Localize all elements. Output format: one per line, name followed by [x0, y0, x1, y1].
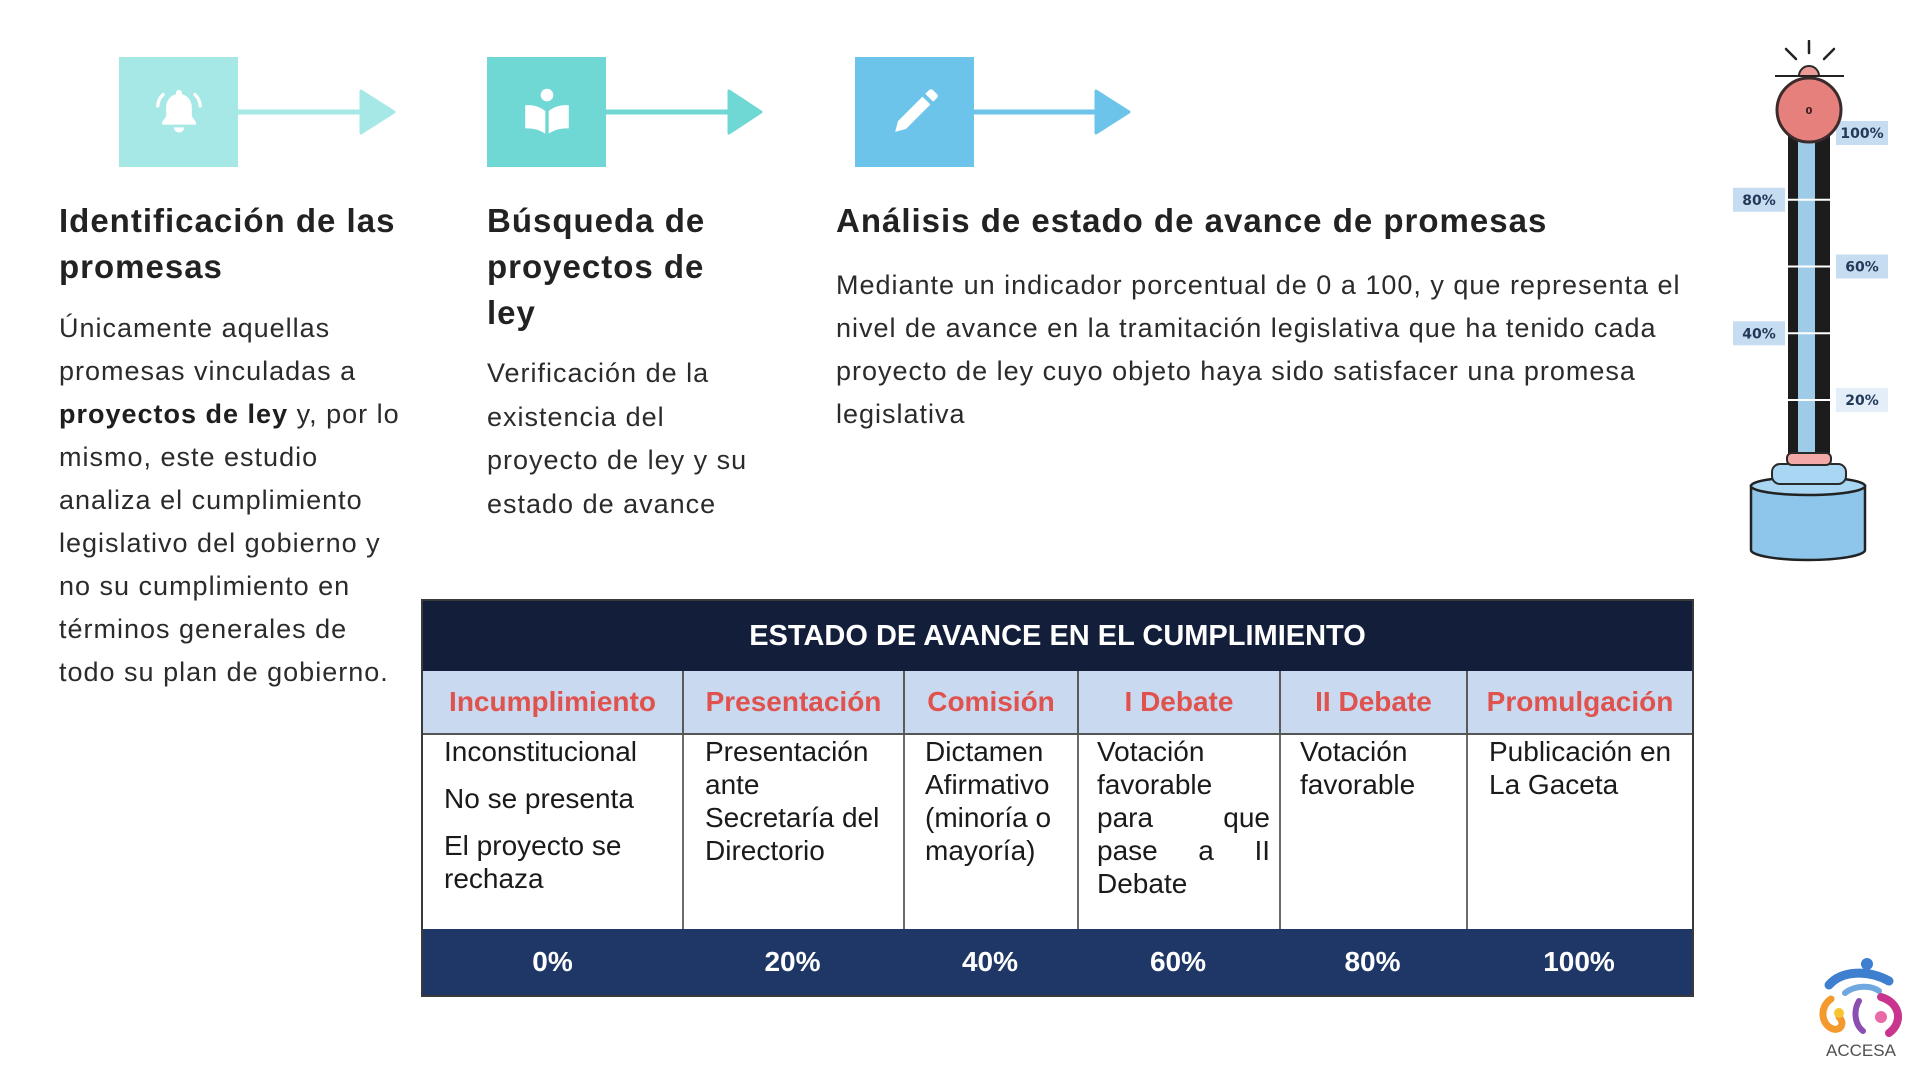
- column-cell: [423, 735, 682, 929]
- step-2-description: [487, 352, 747, 526]
- cell-line: Dictamen: [925, 736, 1044, 767]
- thermometer-label: 80%: [1742, 192, 1776, 209]
- table-percent-row: [423, 929, 1692, 995]
- cell-line: No se presenta: [444, 783, 634, 814]
- step-1-title-line: Identificación de las: [59, 202, 396, 239]
- percent-cell: 0%: [532, 946, 573, 977]
- cell-item: [925, 735, 1071, 867]
- column-header: Presentación: [682, 671, 903, 733]
- progress-status-table: [423, 601, 1692, 995]
- step-2-title: [487, 198, 705, 336]
- cell-line: Votación: [1300, 736, 1408, 767]
- bulb-label: 0: [1805, 106, 1813, 117]
- step-3-body-line: proyecto de ley cuyo objeto haya sido satisfacer una promesa: [836, 356, 1636, 386]
- cell-line: mayoría): [925, 835, 1036, 866]
- percent-cell: 20%: [764, 946, 821, 977]
- cell-line: Votación: [1097, 736, 1205, 767]
- cell-line: Inconstitucional: [444, 736, 638, 767]
- cell-line: El proyecto se: [444, 830, 622, 861]
- step-1-description: [59, 307, 400, 694]
- base-platform: [1772, 464, 1846, 484]
- step-3-body-line: nivel de avance en la tramitación legislativa que ha tenido cada: [836, 313, 1657, 343]
- cell-line: pase a II: [1097, 835, 1270, 866]
- percent-cell: 60%: [1149, 946, 1207, 977]
- column-header: Incumplimiento: [423, 671, 682, 733]
- bell-icon: [151, 84, 207, 140]
- step-1-body-line: no su cumplimiento en: [59, 571, 351, 601]
- percent-cell: 80%: [1344, 946, 1401, 977]
- column-cell: [1279, 735, 1466, 929]
- step-2-body-line: proyecto de ley y su: [487, 445, 748, 475]
- glow-rays: [1786, 41, 1834, 59]
- step-2-icon-box: [487, 57, 606, 167]
- step-1-body-line: promesas vinculadas a: [59, 356, 357, 386]
- cell-line: Directorio: [705, 835, 825, 866]
- cell-line: (minoría o: [925, 802, 1052, 833]
- cell-item: [444, 735, 674, 768]
- cell-item: [444, 782, 674, 815]
- column-header: II Debate: [1279, 671, 1466, 733]
- step-2-body-line: estado de avance: [487, 488, 717, 519]
- book-reader-icon: [518, 83, 576, 141]
- thermometer-cap: [1799, 66, 1819, 76]
- cell-line: para que: [1097, 802, 1270, 833]
- step-2-title-line: proyectos de: [487, 248, 705, 285]
- column-cell: [682, 735, 903, 929]
- cell-line: Publicación en: [1489, 736, 1672, 767]
- cell-line: rechaza: [444, 863, 544, 894]
- step-3-title-line: Análisis de estado de avance de promesas: [836, 202, 1548, 239]
- column-header: Comisión: [903, 671, 1077, 733]
- table-body-row: [423, 735, 1692, 929]
- step-1-body-line: legislativo del gobierno y: [59, 528, 381, 558]
- percent-cell: 40%: [961, 946, 1019, 977]
- step-1-body-line: [59, 393, 400, 436]
- step-1-body-line: mismo, este estudio: [59, 442, 319, 472]
- step-2-title-line: Búsqueda de: [487, 202, 706, 239]
- cell-item: [444, 829, 674, 895]
- cell-item: [1489, 735, 1684, 801]
- thermometer-label: 40%: [1742, 326, 1776, 343]
- accesa-logo-icon: [1815, 955, 1907, 1039]
- thermometer-label: 100%: [1840, 126, 1884, 142]
- step-2-title-line: ley: [487, 294, 536, 331]
- thermometer-label: 60%: [1845, 259, 1879, 276]
- step-1-title-line: promesas: [59, 248, 223, 285]
- step-1-body-line: todo su plan de gobierno.: [59, 657, 389, 687]
- percent-cell: 100%: [1543, 946, 1615, 977]
- cell-line: favorable: [1300, 769, 1416, 800]
- step-2-body-line: Verificación de la: [487, 358, 710, 388]
- step-1-body-line: analiza el cumplimiento: [59, 485, 363, 515]
- step-3-icon-box: [855, 57, 974, 167]
- step-3-title: [836, 198, 1547, 244]
- step-3-body-line: Mediante un indicador porcentual de 0 a 100, y que representa el: [836, 270, 1681, 300]
- column-header: I Debate: [1077, 671, 1279, 733]
- bold-term: proyectos de ley: [59, 399, 289, 429]
- cell-line: ante: [705, 769, 760, 800]
- step-2-arrow-icon: [606, 88, 766, 136]
- step-1-icon-box: [119, 57, 238, 167]
- step-3-body-line: legislativa: [836, 399, 966, 429]
- step-3-description: [836, 264, 1681, 436]
- cell-line: favorable: [1097, 769, 1213, 800]
- thermometer-fluid: [1798, 140, 1815, 462]
- step-1-title: [59, 198, 395, 290]
- table-header-row: [423, 671, 1692, 735]
- body-text: y, por lo: [288, 399, 400, 429]
- base-ring: [1787, 453, 1831, 465]
- step-1-body-line: términos generales de: [59, 614, 348, 644]
- step-1-body-line: Únicamente aquellas: [59, 313, 331, 343]
- cell-line: Afirmativo: [925, 769, 1050, 800]
- cell-item: [1300, 735, 1458, 801]
- cell-item: [1097, 735, 1270, 900]
- thermometer-label: 20%: [1845, 393, 1879, 409]
- thermometer-base: [1751, 486, 1865, 560]
- cell-line: Secretaría del: [705, 802, 880, 833]
- step-3-arrow-icon: [974, 88, 1134, 136]
- pencil-icon: [887, 84, 943, 140]
- column-cell: [1077, 735, 1279, 929]
- cell-item: [705, 735, 895, 867]
- cell-line: La Gaceta: [1489, 769, 1619, 800]
- step-2-body-line: existencia del: [487, 401, 665, 432]
- cell-line: Presentación: [705, 736, 869, 767]
- cell-line: Debate: [1097, 868, 1188, 899]
- column-cell: [1466, 735, 1692, 929]
- logo-wordmark: ACCESA: [1826, 1041, 1896, 1060]
- column-header: Promulgación: [1466, 671, 1692, 733]
- table-title: ESTADO DE AVANCE EN EL CUMPLIMIENTO: [423, 601, 1692, 671]
- thermometer-icon: [1730, 40, 1910, 570]
- step-1-arrow-icon: [238, 88, 398, 136]
- column-cell: [903, 735, 1077, 929]
